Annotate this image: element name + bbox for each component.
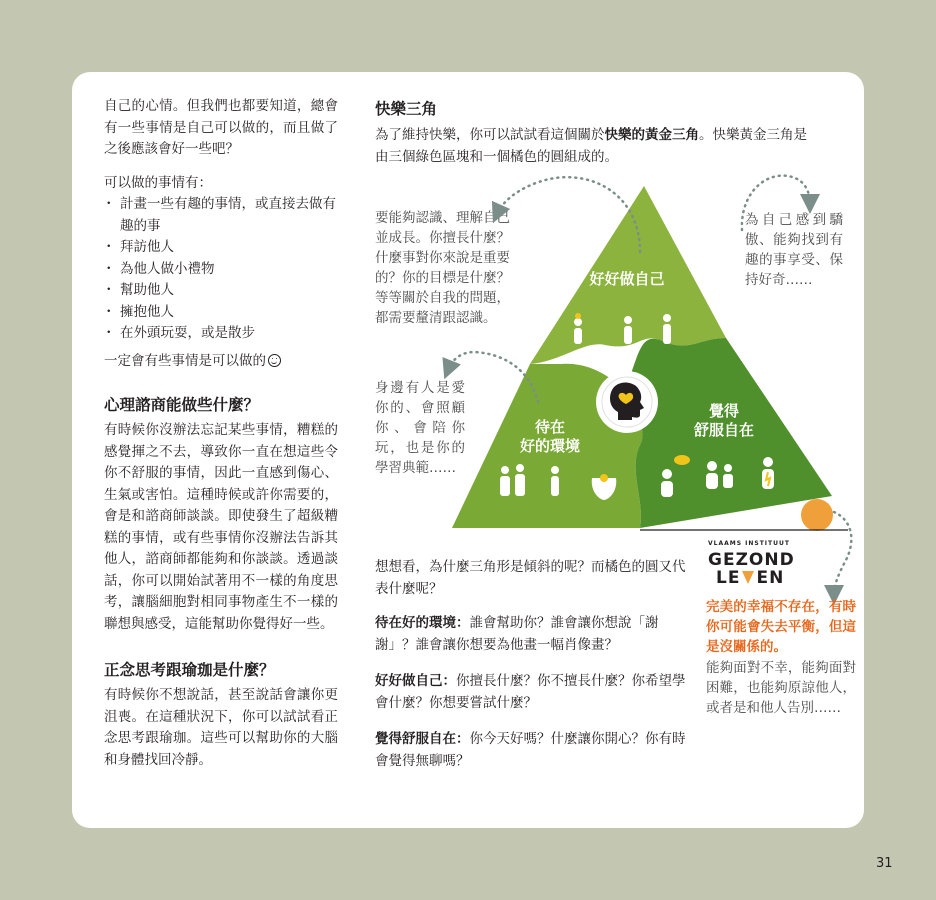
orange-balance-circle <box>801 499 833 531</box>
intro-text-end: 。快樂黃金三角是由三個綠色區塊和一個橘色的圓組成的。 <box>375 127 807 165</box>
list-item: ・ 計畫一些有趣的事情，或直接去做有趣的事 <box>104 194 338 237</box>
happiness-triangle-title: 快樂三角 <box>375 100 438 118</box>
question-environment-text: 誰會幫助你？誰會讓你想說「謝謝」？誰會讓你想要為他畫一幅肖像畫？ <box>375 615 659 653</box>
closing-text: 一定會有些事情是可以做的 <box>104 352 266 369</box>
logo-v-triangle-icon <box>742 571 754 584</box>
cloud-icon <box>674 455 690 465</box>
list-item: ・ 拜訪他人 <box>104 237 338 259</box>
intro-bold: 快樂的黃金三角 <box>604 127 699 143</box>
section-body-counseling: 有時候你沒辦法忘記某些事情，糟糕的感覺揮之不去，導致你一直在想這些令你不舒服的事情，因此一直感到傷心、生氣或害怕。這種時候或許你需要的，會是和諮商師談談。即使發生了超級糟糕的事情，或有些事情你沒辦法告訴其他人，諮商師都能夠和你談談。透過談話，你可以開始試著用不一樣的角度思考，讓腦細胞對相同事物產生不一樣的聯想與感受，這能幫助你覺得好一些。 <box>104 422 338 632</box>
list-item: ・ 擁抱他人 <box>104 302 338 324</box>
logo-line-2 <box>716 569 795 587</box>
resilience-note: 能夠面對不幸，能夠面對困難，也能夠原諒他人，或者是和他人告別…… <box>706 660 856 716</box>
question-comfortable <box>375 728 690 772</box>
logo-line-1: GEZOND <box>708 550 795 570</box>
question-environment-label: 待在好的環境： <box>375 615 470 631</box>
gezond-leven-logo <box>708 540 795 587</box>
annotation-self: 要能夠認識、理解自己並成長。你擅長什麼？什麼事對你來說是重要的？你的目標是什麼？等等關於自我的問題，都需要釐清跟認識。 <box>375 210 510 326</box>
list-item: ・ 為他人做小禮物 <box>104 259 338 281</box>
can-do-heading: 可以做的事情有： <box>104 174 212 191</box>
question-comfortable-text: 你今天好嗎？什麼讓你開心？你有時會覺得無聊嗎？ <box>375 731 686 769</box>
heart-icon-hands <box>600 474 608 482</box>
question-self-label: 好好做自己： <box>375 673 456 689</box>
intro-text: 為了維持快樂，你可以試試看這個關於 <box>375 127 605 143</box>
section-body-mindfulness: 有時候你不想說話，甚至說話會讓你更沮喪。在這種狀況下，你可以試試看正念思考跟瑜珈。這些可以幫助你的大腦和身體找回冷靜。 <box>104 687 338 768</box>
intro-paragraph: 自己的心情。但我們也都要知道，總會有一些事情是自己可以做的，而且做了之後應該會好一些吧？ <box>104 98 338 157</box>
arrow-balance <box>834 512 851 595</box>
question-environment <box>375 612 690 656</box>
label-environment-1: 待在 <box>534 418 566 436</box>
logo-line-2b: EN <box>756 568 785 588</box>
section-heading-counseling: 心理諮商能做些什麼？ <box>104 396 260 414</box>
question-intro: 想想看，為什麼三角形是傾斜的呢？而橘色的圓又代表什麼呢？ <box>375 559 686 597</box>
logo-institute-text: VLAAMS INSTITUUT <box>708 540 790 547</box>
label-comfortable-1: 覺得 <box>708 402 740 420</box>
label-environment-2: 好的環境 <box>519 437 581 455</box>
arrow-comfortable <box>742 176 810 230</box>
logo-line-2a: LE <box>716 568 741 588</box>
page-number: 31 <box>876 856 893 871</box>
label-comfortable-2: 舒服自在 <box>693 421 755 439</box>
list-item: ・ 在外頭玩耍，或是散步 <box>104 323 338 345</box>
question-self-text: 你擅長什麼？你不擅長什麼？你希望學會什麼？你想要嘗試什麼？ <box>375 673 686 711</box>
heart-icon-small <box>575 313 581 319</box>
balance-note: 完美的幸福不存在，有時你可能會失去平衡，但這是沒關係的。 <box>706 599 856 655</box>
question-comfortable-label: 覺得舒服自在： <box>375 731 470 747</box>
annotation-environment: 身邊有人是愛你的、會照顧你、會陪你玩，也是你的學習典範…… <box>375 380 465 476</box>
label-be-yourself: 好好做自己 <box>589 270 665 288</box>
annotation-comfortable: 為自己感到驕傲、能夠找到有趣的事享受、保持好奇…… <box>745 212 843 288</box>
list-item: ・ 幫助他人 <box>104 280 338 302</box>
section-heading-mindfulness: 正念思考跟瑜珈是什麼？ <box>104 661 275 679</box>
question-self <box>375 670 690 714</box>
